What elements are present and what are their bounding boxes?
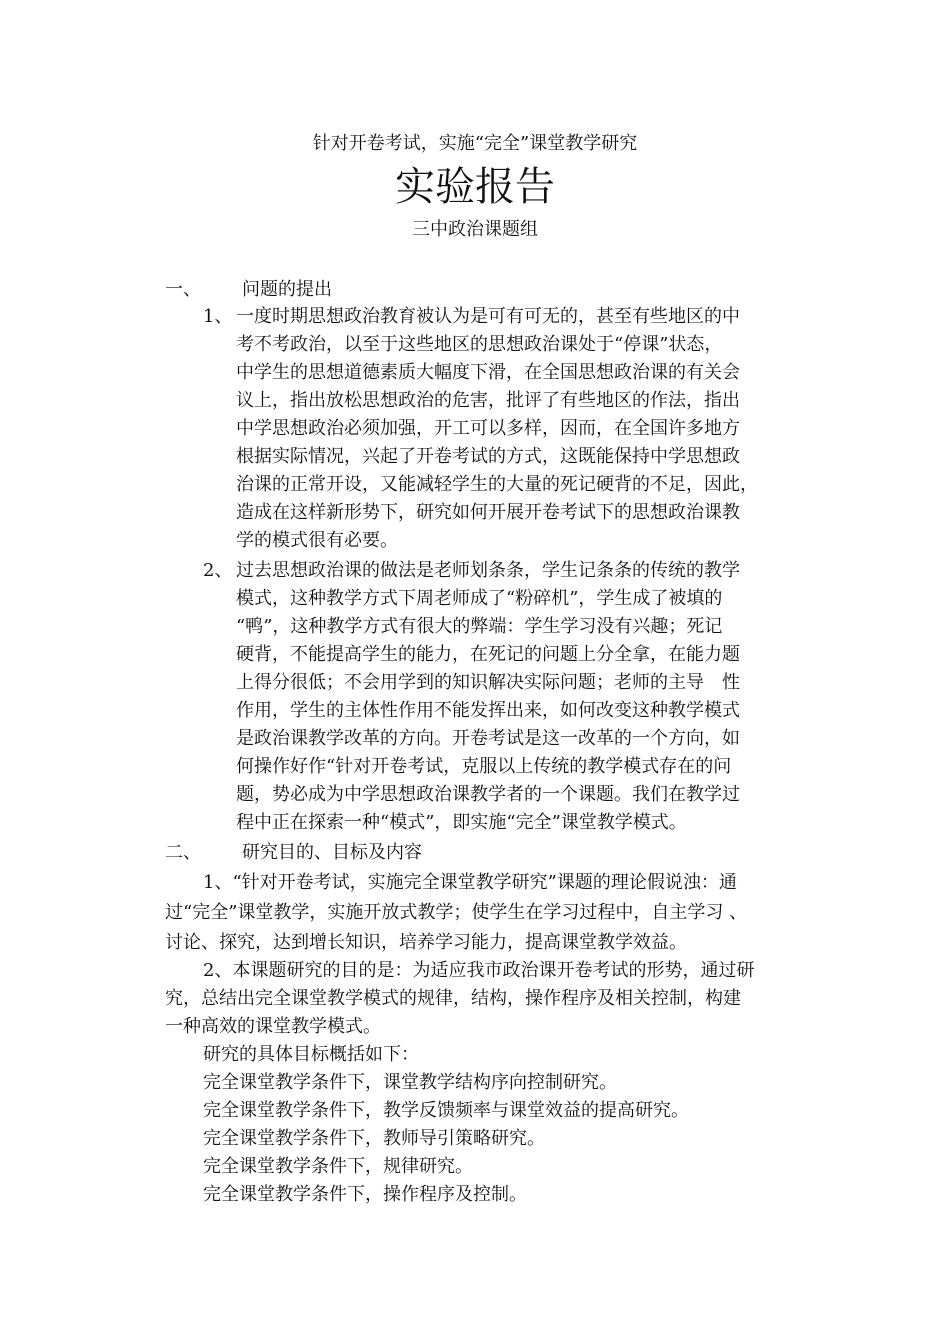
item-2-line: 题，势必成为中学思想政治课教学者的一个课题。我们在教学过 bbox=[236, 784, 740, 805]
section-1-heading: 问题的提出 bbox=[242, 279, 332, 300]
item-1-line: 考不考政治，以至于这些地区的思想政治课处于“停课”状态， bbox=[236, 334, 723, 355]
paragraph-2-line: 2、本课题研究的目的是：为适应我市政治课开卷考试的形势，通过研 bbox=[203, 960, 755, 981]
item-1-number: 1、 bbox=[203, 306, 233, 327]
paragraph-1-line: 讨论、探究，达到增长知识，培养学习能力，提高课堂教学效益。 bbox=[165, 932, 687, 953]
item-2-line: “鸭”，这种教学方式有很大的弊端：学生学习没有兴趣；死记 bbox=[236, 616, 723, 637]
paragraph-2-line: 一种高效的课堂教学模式。 bbox=[165, 1016, 381, 1037]
item-1-line: 议上，指出放松思想政治的危害，批评了有些地区的作法，指出 bbox=[236, 390, 740, 411]
item-2-line: 模式，这种教学方式下周老师成了“粉碎机”，学生成了被填的 bbox=[236, 588, 723, 609]
goal-item: 完全课堂教学条件下，教师导引策略研究。 bbox=[203, 1128, 545, 1149]
item-2-line: 何操作好作“针对开卷考试，克服以上传统的教学模式存在的问 bbox=[236, 756, 732, 777]
item-2-line: 过去思想政治课的做法是老师划条条，学生记条条的传统的教学 bbox=[236, 560, 740, 581]
section-2-number: 二、 bbox=[165, 842, 201, 863]
goal-item: 完全课堂教学条件下，操作程序及控制。 bbox=[203, 1184, 527, 1205]
paragraph-1-line: 1、“针对开卷考试，实施完全课堂教学研究”课题的理论假说浊：通 bbox=[203, 872, 737, 893]
author-group: 三中政治课题组 bbox=[412, 219, 538, 240]
paragraph-2-line: 究，总结出完全课堂教学模式的规律，结构，操作程序及相关控制，构建 bbox=[165, 988, 741, 1009]
item-1-line: 中学思想政治必须加强，开工可以多样，因而，在全国许多地方 bbox=[236, 418, 740, 439]
item-1-line: 中学生的思想道德素质大幅度下滑，在全国思想政治课的有关会 bbox=[236, 362, 740, 383]
item-1-line: 根据实际情况，兴起了开卷考试的方式，这既能保持中学思想政 bbox=[236, 446, 740, 467]
goal-item: 完全课堂教学条件下，规律研究。 bbox=[203, 1156, 473, 1177]
paragraph-1-line: 过“完全”课堂教学，实施开放式教学；使学生在学习过程中，自主学习 、 bbox=[165, 902, 748, 923]
item-2-line: 上得分很低；不会用学到的知识解决实际问题；老师的主导 性 bbox=[236, 672, 740, 693]
item-2-number: 2、 bbox=[203, 560, 233, 581]
goals-intro: 研究的具体目标概括如下： bbox=[203, 1044, 419, 1065]
item-1-line: 学的模式很有必要。 bbox=[236, 530, 398, 551]
goal-item: 完全课堂教学条件下，课堂教学结构序向控制研究。 bbox=[203, 1072, 617, 1093]
item-1-line: 治课的正常开设，又能减轻学生的大量的死记硬背的不足，因此， bbox=[236, 474, 758, 495]
goal-item: 完全课堂教学条件下，教学反馈频率与课堂效益的提高研究。 bbox=[203, 1100, 689, 1121]
document-subtitle: 针对开卷考试，实施“完全”课堂教学研究 bbox=[312, 133, 638, 154]
section-1-number: 一、 bbox=[165, 279, 201, 300]
item-2-line: 是政治课教学改革的方向。开卷考试是这一改革的一个方向，如 bbox=[236, 728, 740, 749]
section-2-heading: 研究目的、目标及内容 bbox=[242, 842, 422, 863]
item-1-line: 造成在这样新形势下，研究如何开展开卷考试下的思想政治课教 bbox=[236, 502, 740, 523]
document-title: 实验报告 bbox=[395, 164, 555, 210]
item-2-line: 作用，学生的主体性作用不能发挥出来，如何改变这种教学模式 bbox=[236, 700, 740, 721]
item-1-line: 一度时期思想政治教育被认为是可有可无的，甚至有些地区的中 bbox=[236, 306, 740, 327]
item-2-line: 程中正在探索一种“模式”，即实施“完全”课堂教学模式。 bbox=[236, 812, 687, 833]
item-2-line: 硬背，不能提高学生的能力，在死记的问题上分全拿，在能力题 bbox=[236, 644, 740, 665]
